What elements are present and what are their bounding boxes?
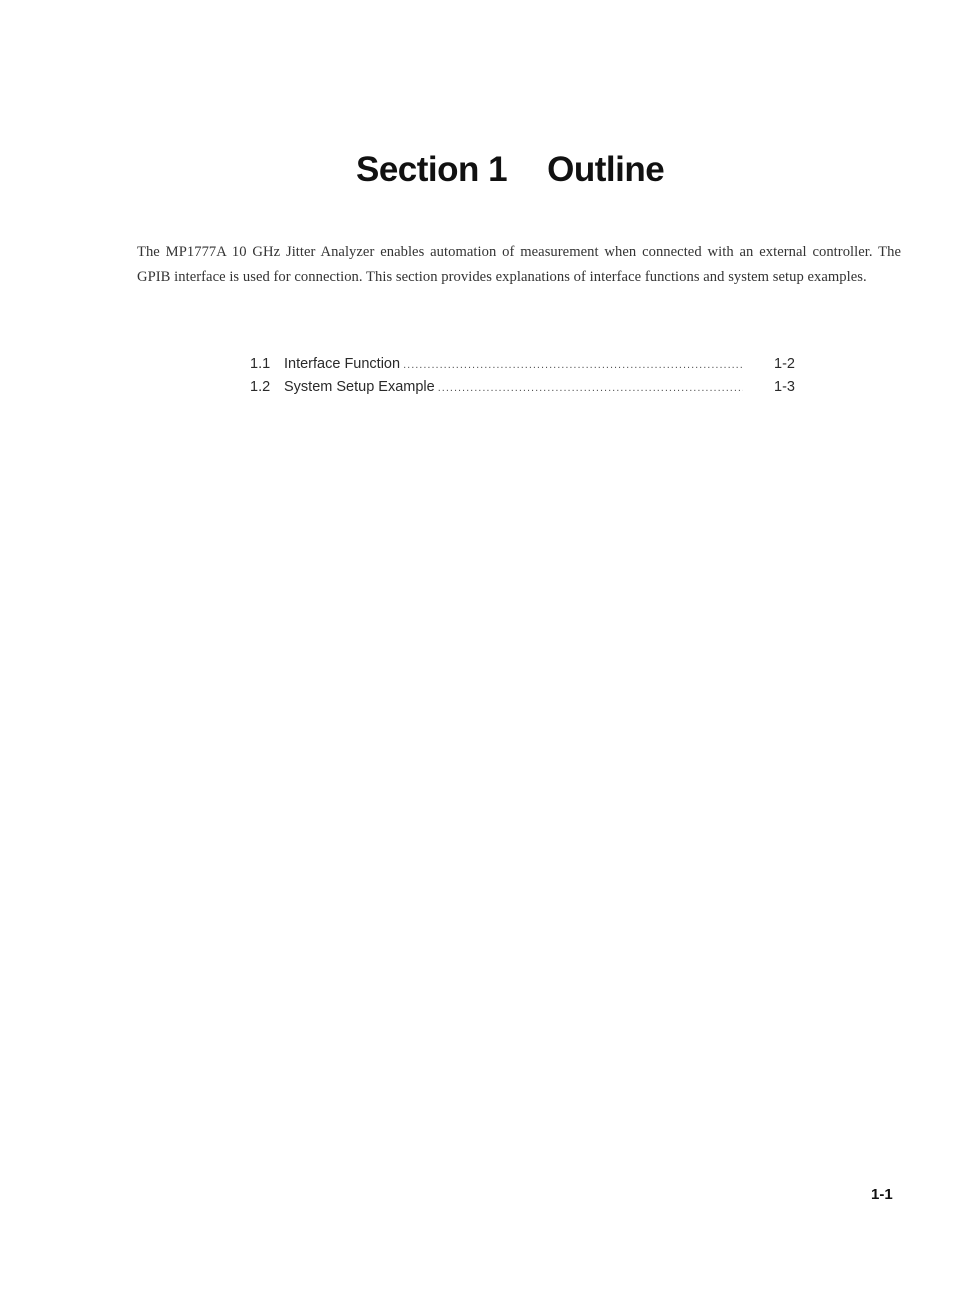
toc-entry-title: System Setup Example <box>284 379 435 395</box>
toc-entry-page: 1-2 <box>774 356 795 372</box>
toc-entry[interactable] <box>250 379 795 402</box>
toc-entry[interactable] <box>250 356 795 379</box>
section-number: Section 1 <box>356 150 508 189</box>
toc-entry-page: 1-3 <box>774 379 795 395</box>
table-of-contents <box>250 356 795 402</box>
toc-entry-number: 1.1 <box>250 356 271 372</box>
section-heading <box>356 150 756 190</box>
toc-dot-leader <box>438 382 743 394</box>
toc-entry-title: Interface Function <box>284 356 401 372</box>
section-title: Outline <box>547 150 665 189</box>
page-number: 1-1 <box>871 1186 893 1203</box>
toc-dot-leader <box>403 359 743 371</box>
toc-entry-number: 1.2 <box>250 379 271 395</box>
intro-paragraph: The MP1777A 10 GHz Jitter Analyzer enables automation of measurement when connected with an external controller. The GPIB interface is used for connection. This section provides explanations of interface functions and system setup examples. <box>137 244 901 285</box>
